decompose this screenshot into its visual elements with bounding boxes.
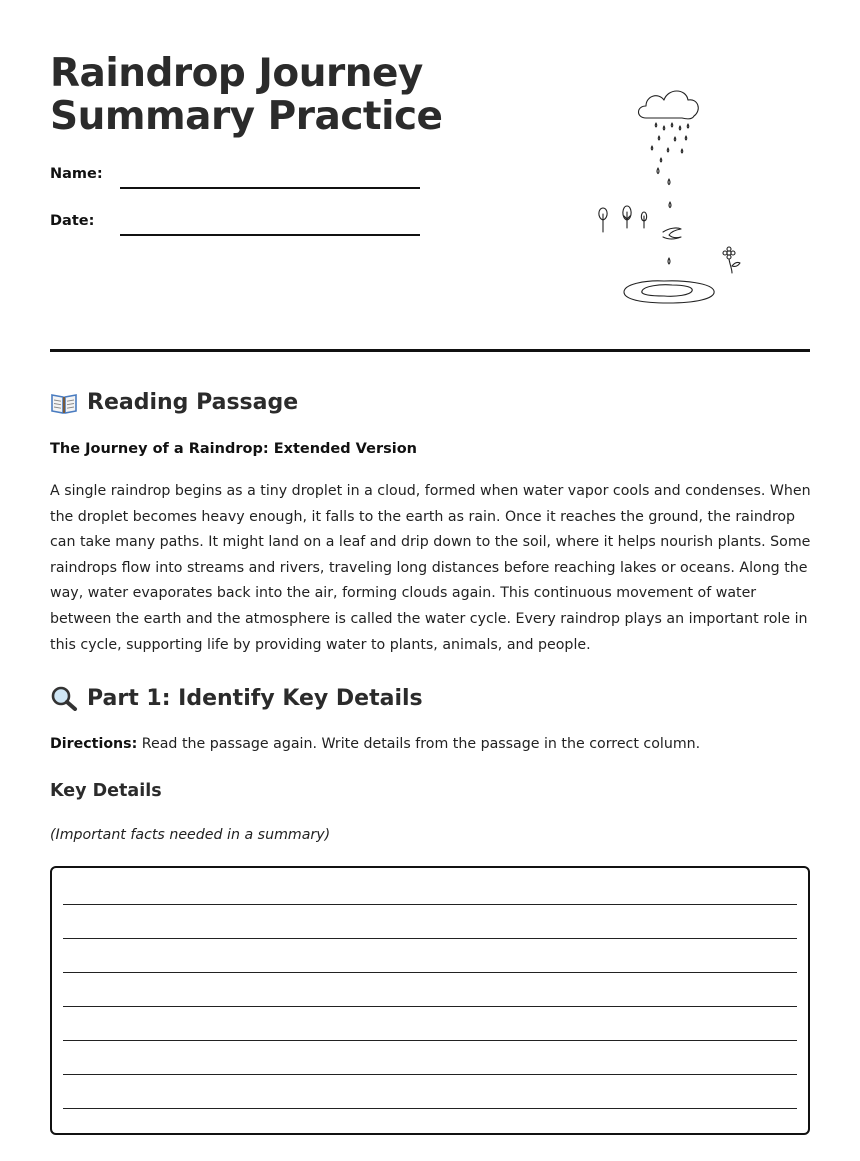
directions-text: [50, 736, 700, 752]
page-title: [50, 52, 443, 138]
date-field[interactable]: [120, 234, 420, 236]
passage-title: The Journey of a Raindrop: Extended Version: [50, 441, 417, 457]
writing-line[interactable]: [63, 1108, 797, 1109]
directions-label: Directions:: [50, 736, 138, 752]
writing-line[interactable]: [63, 904, 797, 905]
writing-line[interactable]: [63, 1040, 797, 1041]
part1-heading: [50, 685, 423, 711]
raindrop-journey-illustration: [530, 40, 810, 320]
directions-body: Read the passage again. Write details from the passage in the correct column.: [137, 736, 701, 752]
part1-heading-text: Part 1: Identify Key Details: [87, 685, 423, 711]
section-divider: [50, 349, 810, 352]
key-details-heading: Key Details: [50, 781, 162, 801]
key-details-note: (Important facts needed in a summary): [50, 827, 331, 843]
writing-line[interactable]: [63, 938, 797, 939]
title-line-2: Summary Practice: [50, 94, 443, 139]
name-field[interactable]: [120, 187, 420, 189]
open-book-icon: [50, 391, 78, 415]
writing-line[interactable]: [63, 972, 797, 973]
reading-passage-heading: [50, 390, 298, 415]
magnifying-glass-icon: [50, 685, 78, 711]
key-details-writing-box[interactable]: [50, 866, 810, 1135]
flower-icon: [723, 247, 740, 273]
reading-passage-heading-text: Reading Passage: [87, 390, 299, 415]
stream-icon: [663, 228, 681, 239]
title-line-1: Raindrop Journey: [50, 51, 423, 96]
passage-text: A single raindrop begins as a tiny droplet in a cloud, formed when water vapor cools and condenses. When the droplet becomes heavy enough, it falls to the earth as rain. Once it reaches the ground, the raindrop can take many paths. It might land on a leaf and drip down to the soil, where it helps nourish plants. Some raindrops flow into streams and rivers, traveling long distances before reaching lakes or oceans. Along the way, water evaporates back into the air, forming clouds again. This continuous movement of water between the earth and the atmosphere is called the water cycle. Every raindrop plays an important role in this cycle, supporting life by providing water to plants, animals, and people.: [50, 483, 811, 653]
name-label: Name:: [50, 166, 103, 182]
rain-drops-icon: [651, 123, 689, 208]
falling-drop-icon: [668, 258, 670, 264]
puddle-icon: [624, 281, 714, 303]
trees-icon: [599, 206, 647, 232]
writing-line[interactable]: [63, 1006, 797, 1007]
date-label: Date:: [50, 213, 95, 229]
writing-line[interactable]: [63, 1074, 797, 1075]
